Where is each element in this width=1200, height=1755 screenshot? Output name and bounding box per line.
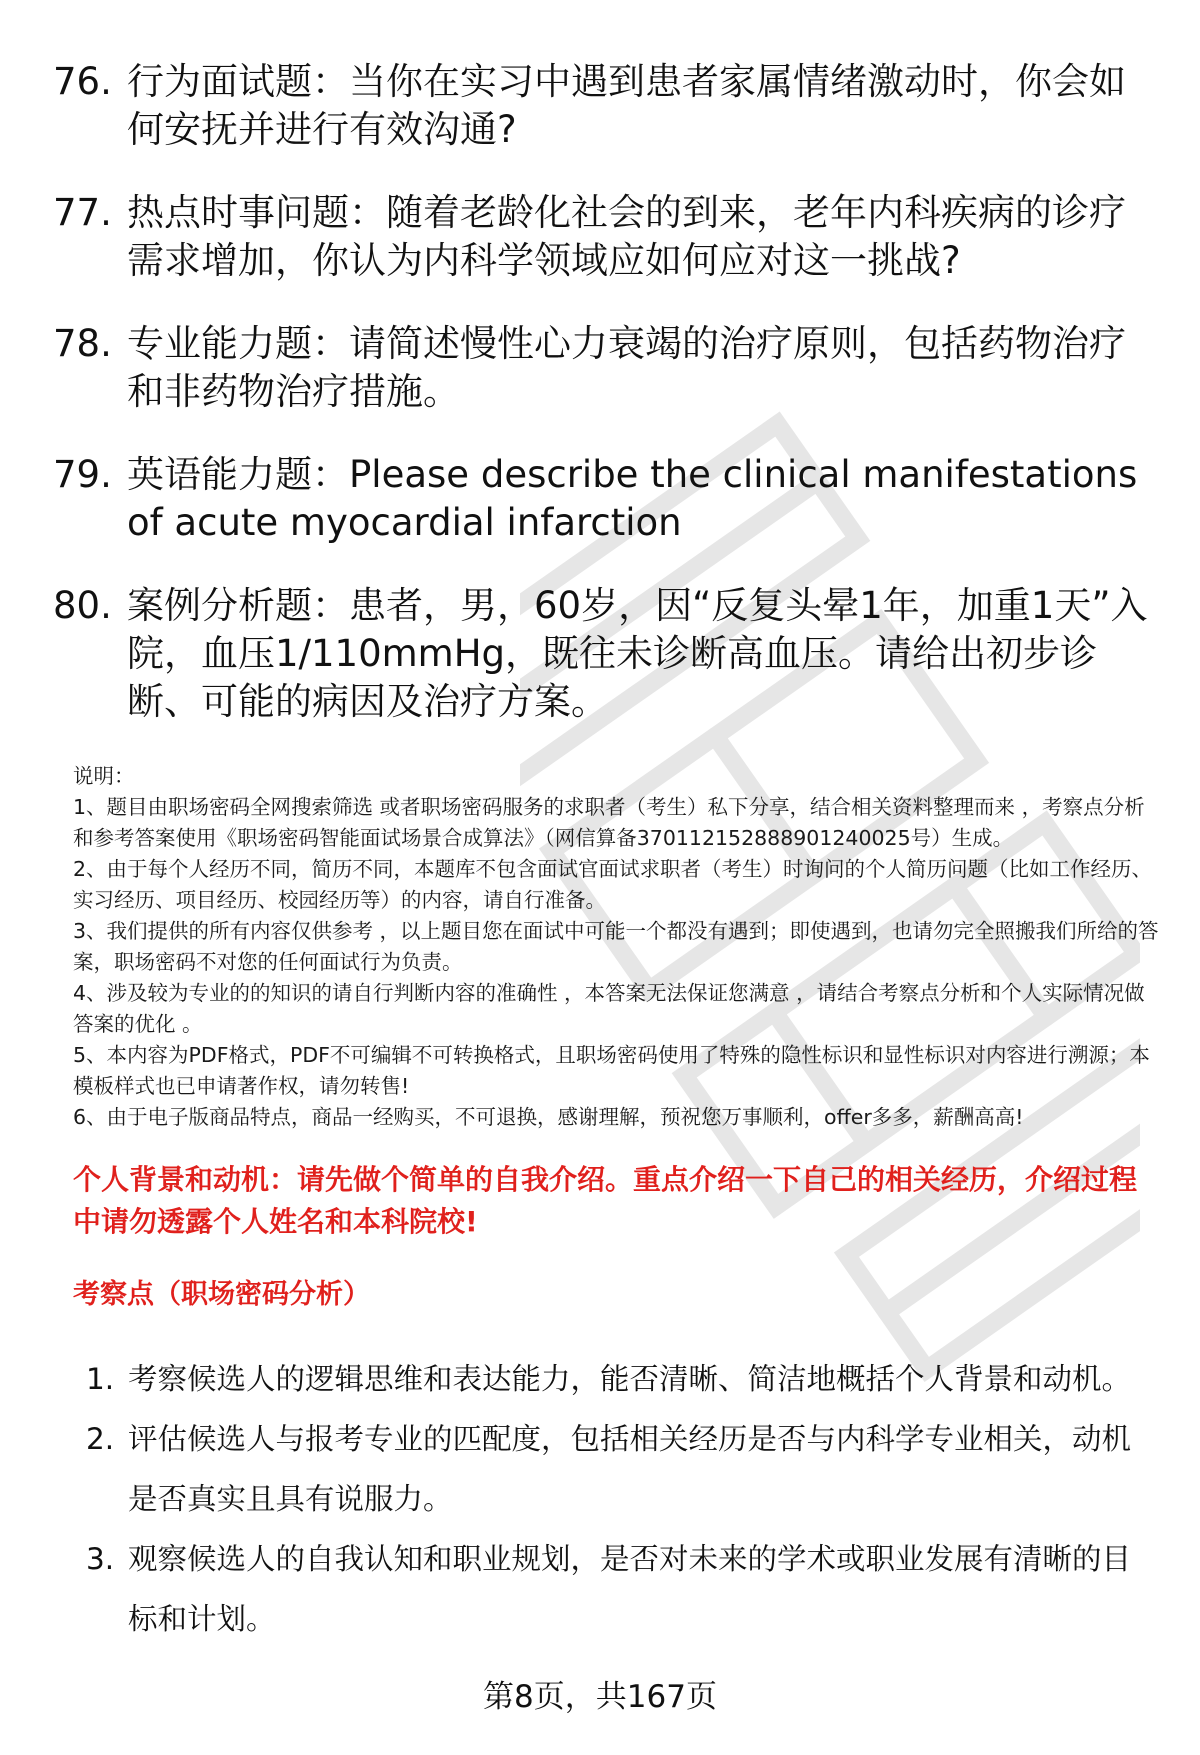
note-item: 3、我们提供的所有内容仅供参考 ，以上题目您在面试中可能一个都没有遇到；即使遇到，也请勿完全照搬我们所给的答案，职场密码不对您的任何面试行为负责。 — [73, 919, 1159, 974]
point-text: 观察候选人的自我认知和职业规划，是否对未来的学术或职业发展有清晰的目标和计划。 — [128, 1542, 1132, 1636]
question-text: 英语能力题：Please describe the clinical manifestations of acute myocardial infarction — [127, 453, 1138, 544]
question-text: 专业能力题：请简述慢性心力衰竭的治疗原则，包括药物治疗和非药物治疗措施。 — [127, 322, 1126, 413]
question-text: 热点时事问题：随着老龄化社会的到来，老年内科疾病的诊疗需求增加，你认为内科学领域应如何应对这一挑战? — [127, 191, 1126, 282]
question-item — [0, 582, 1200, 726]
point-number: 2. — [86, 1422, 115, 1456]
assessment-points — [0, 1349, 1160, 1649]
question-number: 80. — [53, 584, 112, 627]
question-number: 76. — [53, 60, 112, 103]
question-number: 78. — [53, 322, 112, 365]
point-number: 1. — [86, 1362, 115, 1396]
notes-section — [73, 761, 1160, 1133]
question-item — [0, 58, 1200, 154]
assessment-point — [0, 1409, 1160, 1529]
point-number: 3. — [86, 1542, 115, 1576]
point-text: 评估候选人与报考专业的匹配度，包括相关经历是否与内科学专业相关，动机是否真实且具有说服力。 — [128, 1422, 1132, 1516]
question-number: 77. — [53, 191, 112, 234]
question-text: 案例分析题：患者，男，60岁，因“反复头晕1年，加重1天”入院，血压1/110mmHg，既往未诊断高血压。请给出初步诊断、可能的病因及治疗方案。 — [127, 584, 1148, 723]
note-item: 4、涉及较为专业的的知识的请自行判断内容的准确性 ，本答案无法保证您满意 ，请结合考察点分析和个人实际情况做答案的优化 。 — [73, 981, 1145, 1036]
question-item — [0, 320, 1200, 416]
note-item: 2、由于每个人经历不同，简历不同，本题库不包含面试官面试求职者（考生）时询问的个人简历问题（比如工作经历、实习经历、项目经历、校园经历等）的内容，请自行准备。 — [73, 857, 1153, 912]
assessment-point — [0, 1529, 1160, 1649]
note-item: 6、由于电子版商品特点，商品一经购买，不可退换，感谢理解，预祝您万事顺利，offer多多，薪酬高高! — [73, 1105, 1024, 1129]
question-item — [0, 189, 1200, 285]
question-item — [0, 451, 1200, 547]
question-list — [0, 58, 1200, 726]
interview-question: 个人背景和动机：请先做个简单的自我介绍。重点介绍一下自己的相关经历，介绍过程中请勿透露个人姓名和本科院校! — [73, 1163, 1138, 1238]
assessment-point — [0, 1349, 1160, 1409]
question-text: 行为面试题：当你在实习中遇到患者家属情绪激动时，你会如何安抚并进行有效沟通? — [127, 60, 1126, 151]
notes-title: 说明： — [73, 764, 135, 788]
note-item: 1、题目由职场密码全网搜索筛选 或者职场密码服务的求职者（考生）私下分享，结合相关资料整理而来 ，考察点分析和参考答案使用《职场密码智能面试场景合成算法》（网信算备370112152888901240025号）生成。 — [73, 795, 1145, 850]
question-number: 79. — [53, 453, 112, 496]
note-item: 5、本内容为PDF格式，PDF不可编辑不可转换格式，且职场密码使用了特殊的隐性标识和显性标识对内容进行溯源；本模板样式也已申请著作权，请勿转售! — [73, 1043, 1150, 1098]
section-heading: 考察点（职场密码分析） — [73, 1279, 370, 1310]
page-footer: 第8页，共167页 — [483, 1679, 717, 1715]
point-text: 考察候选人的逻辑思维和表达能力，能否清晰、简洁地概括个人背景和动机。 — [128, 1362, 1132, 1396]
